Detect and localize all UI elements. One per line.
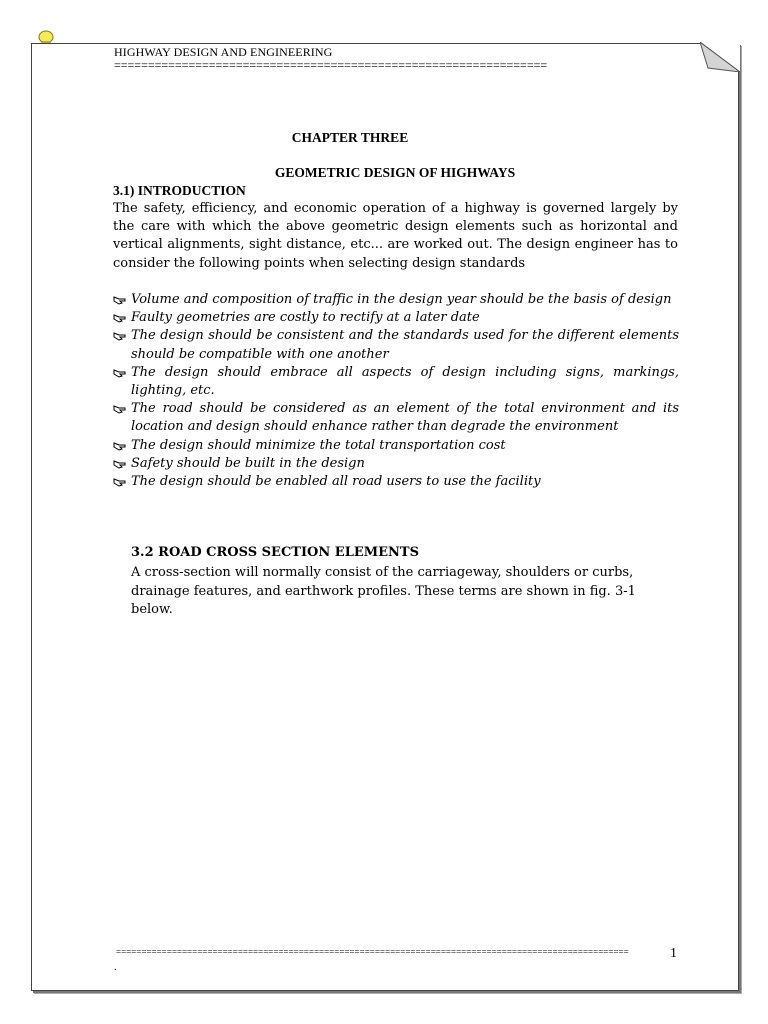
pointing-hand-icon [113,331,127,342]
list-item [113,437,679,455]
chapter-title: GEOMETRIC DESIGN OF HIGHWAYS [274,165,516,180]
list-item-text: The design should be enabled all road users to use the facility [131,474,541,490]
pointing-hand-icon [113,295,127,306]
list-item [113,455,679,473]
footer-rule: ===================================================================================================== [116,947,629,957]
section-heading: 3.2 ROAD CROSS SECTION ELEMENTS [131,545,419,560]
pointing-hand-icon [113,441,127,452]
section-paragraph: A cross-section will normally consist of the carriageway, shoulders or curbs, drainage features, and earthwork profiles. These terms are shown in fig. 3-1 below. [131,565,636,617]
running-header-title: HIGHWAY DESIGN AND ENGINEERING [114,45,333,59]
footer-dot: . [114,962,117,973]
pointing-hand-icon [113,477,127,488]
pointing-hand-icon [113,459,127,470]
pointing-hand-icon [113,313,127,324]
list-item [113,309,679,327]
list-item [113,291,679,309]
header-rule: ================================================================ [114,59,548,71]
pointing-hand-icon [113,404,127,415]
list-item-text: The road should be considered as an element of the total environment and its location and design should enhance rather than degrade the environment [131,401,679,435]
page-curl-icon [700,42,740,72]
list-item-text: The design should minimize the total transportation cost [131,437,506,453]
page-number: 1 [670,946,677,961]
introduction-paragraph: The safety, efficiency, and economic operation of a highway is governed largely by the care with which the above geometric design elements such as horizontal and vertical alignments, sight distance, etc... are worked out. The design engineer has to consider the following points when selecting design standards [113,201,678,271]
list-item-text: The design should be consistent and the standards used for the different elements should be compatible with one another [131,328,679,362]
list-item [113,364,679,400]
list-item-text: Faulty geometries are costly to rectify at a later date [131,310,480,326]
list-item-text: The design should embrace all aspects of design including signs, markings, lighting, etc. [131,364,679,399]
list-item-text: Volume and composition of traffic in the design year should be the basis of design [131,292,672,307]
pointing-hand-icon [113,368,127,379]
list-item [113,473,679,491]
design-considerations-list [113,291,679,491]
list-item [113,327,679,363]
introduction-heading: 3.1) INTRODUCTION [113,183,246,198]
list-item-text: Safety should be built in the design [131,455,365,471]
chapter-number: CHAPTER THREE [291,130,409,145]
list-item [113,400,679,436]
